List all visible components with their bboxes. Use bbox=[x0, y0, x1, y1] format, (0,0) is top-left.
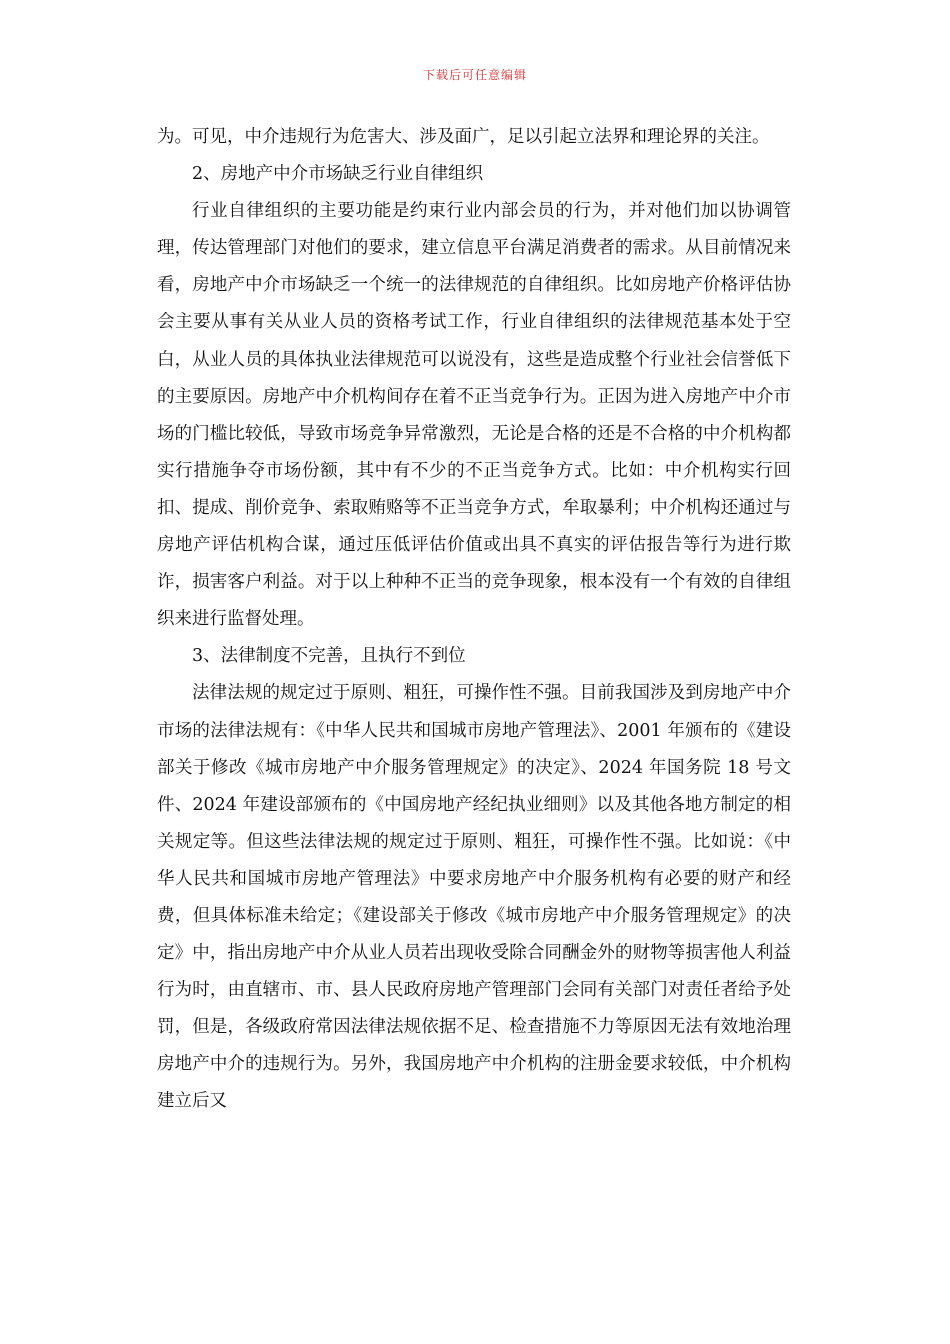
header-note: 下载后可任意编辑 bbox=[422, 68, 527, 82]
body-text bbox=[157, 119, 791, 1121]
section-heading-3: 3、法律制度不完善，且执行不到位 bbox=[192, 646, 466, 667]
paragraph-legal-system: 法律法规的规定过于原则、粗狂，可操作性不强。目前我国涉及到房地产中介市场的法律法规有：《中华人民共和国城市房地产管理法》、2001 年颁布的《建设部关于修改《城市房地产中介服务管理规定》的决定》、2024 年国务院 18 号文件、2024 年建设部颁布的《中国房地产经纪执业细则》以及其他各地方制定的相关规定等。但这些法律法规的规定过于原则、粗狂，可操作性不强。比如说：《中华人民共和国城市房地产管理法》中要求房地产中介服务机构有必要的财产和经费，但具体标准未给定；《建设部关于修改《城市房地产中介服务管理规定》的决定》中，指出房地产中介从业人员若出现收受除合同酬金外的财物等损害他人利益行为时，由直辖市、市、县人民政府房地产管理部门会同有关部门对责任者给予处罚，但是，各级政府常因法律法规依据不足、检查措施不力等原因无法有效地治理房地产中介的违规行为。另外，我国房地产中介机构的注册金要求较低，中介机构建立后又 bbox=[157, 683, 791, 1112]
paragraph-self-regulation: 行业自律组织的主要功能是约束行业内部会员的行为，并对他们加以协调管理，传达管理部门对他们的要求，建立信息平台满足消费者的需求。从目前情况来看，房地产中介市场缺乏一个统一的法律规范的自律组织。比如房地产价格评估协会主要从事有关从业人员的资格考试工作，行业自律组织的法律规范基本处于空白，从业人员的具体执业法律规范可以说没有，这些是造成整个行业社会信誉低下的主要原因。房地产中介机构间存在着不正当竞争行为。正因为进入房地产中介市场的门槛比较低，导致市场竞争异常激烈，无论是合格的还是不合格的中介机构都实行措施争夺市场份额，其中有不少的不正当竞争方式。比如：中介机构实行回扣、提成、削价竞争、索取贿赂等不正当竞争方式，牟取暴利；中介机构还通过与房地产评估机构合谋，通过压低评估价值或出具不真实的评估报告等行为进行欺诈，损害客户利益。对于以上种种不正当的竞争现象，根本没有一个有效的自律组织来进行监督处理。 bbox=[157, 201, 791, 630]
section-heading-2: 2、房地产中介市场缺乏行业自律组织 bbox=[192, 164, 484, 185]
paragraph-continuation: 为。可见，中介违规行为危害大、涉及面广，足以引起立法界和理论界的关注。 bbox=[157, 127, 770, 147]
